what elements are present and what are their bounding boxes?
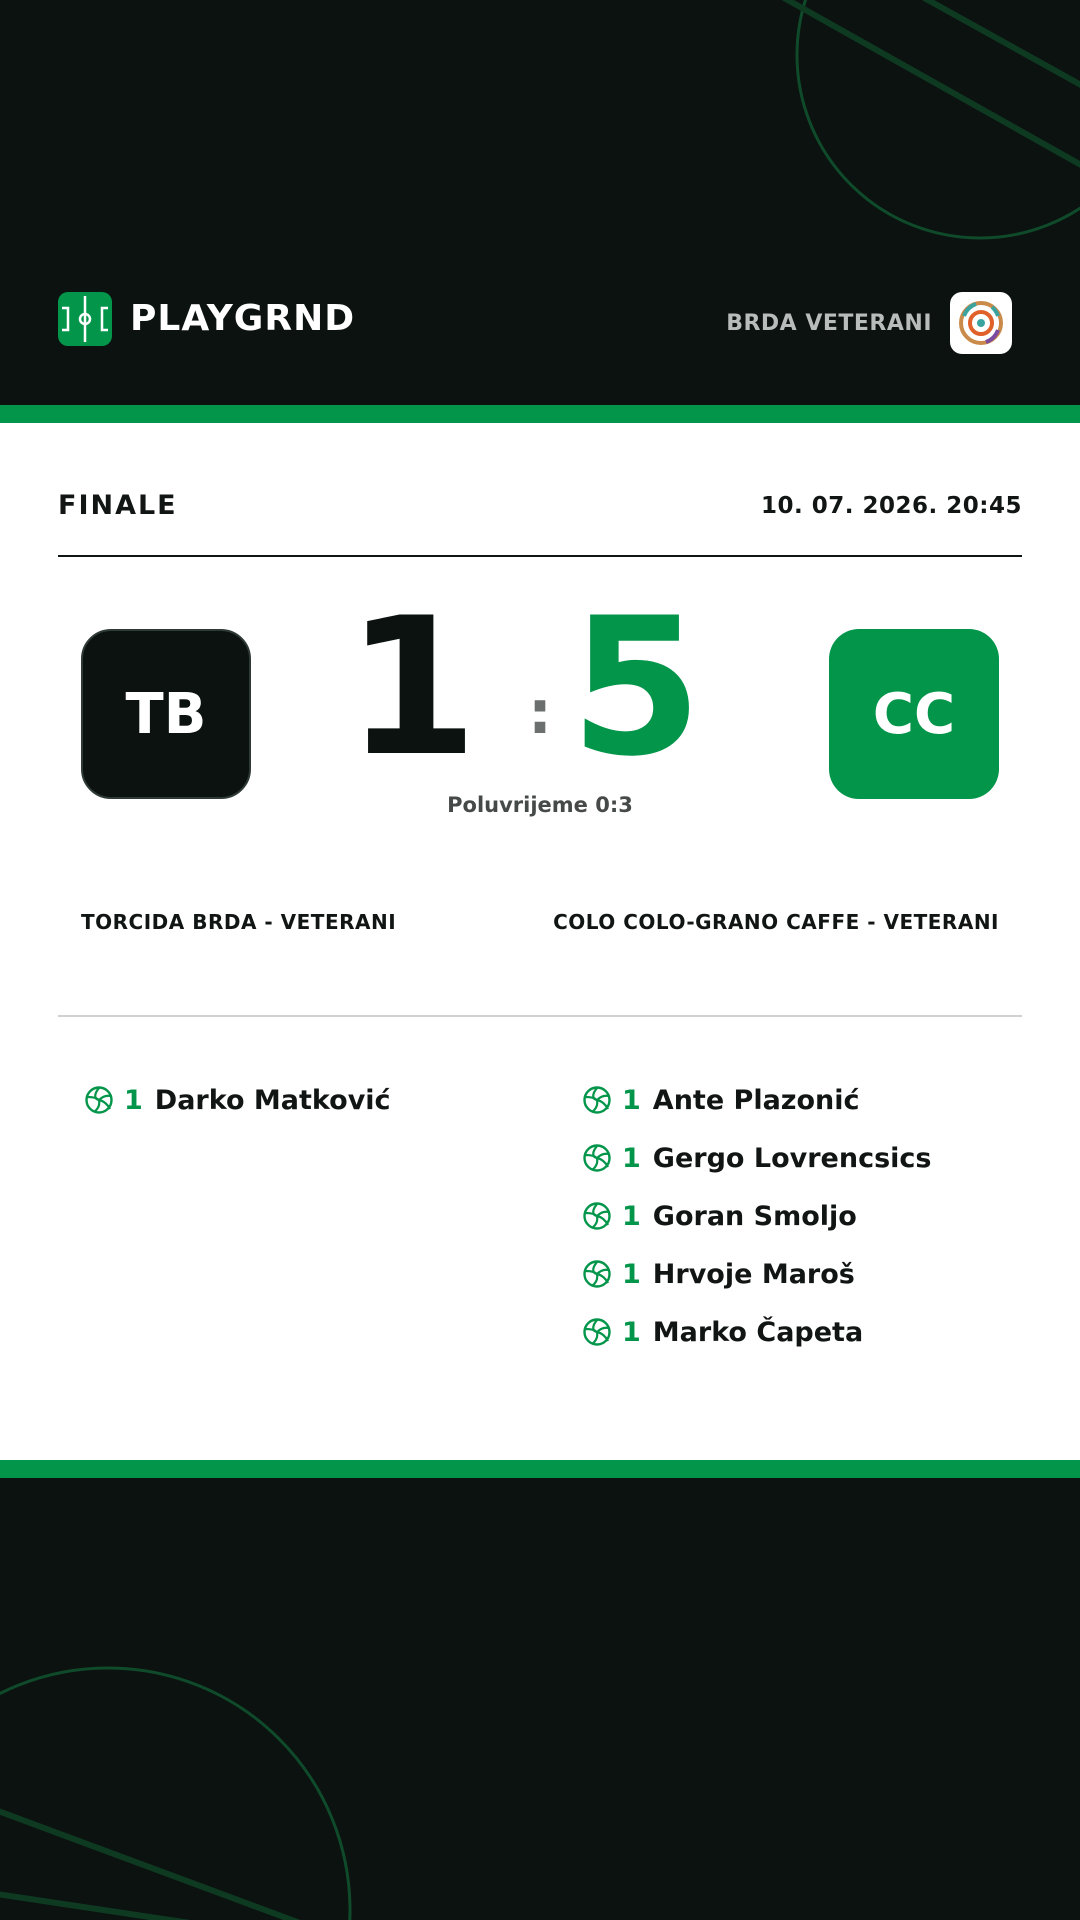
home-team-badge: TB xyxy=(81,629,251,799)
home-scorers-list xyxy=(84,1071,391,1129)
soccer-ball-icon xyxy=(582,1085,612,1115)
scorer-item xyxy=(582,1129,931,1187)
away-score: 5 xyxy=(570,577,703,798)
league xyxy=(726,292,1012,354)
league-name: BRDA VETERANI xyxy=(726,310,932,336)
scorer-item xyxy=(582,1071,931,1129)
brand xyxy=(58,291,355,346)
match-datetime: 10. 07. 2026. 20:45 xyxy=(761,493,1022,519)
accent-stripe-bottom xyxy=(0,1460,1080,1478)
away-scorers-list xyxy=(582,1071,931,1361)
goal-count: 1 xyxy=(622,1142,641,1174)
scorer-name: Marko Čapeta xyxy=(652,1316,864,1348)
header-band xyxy=(0,0,1080,405)
divider xyxy=(58,1015,1022,1017)
scorer-item xyxy=(582,1187,931,1245)
soccer-ball-icon xyxy=(582,1201,612,1231)
away-team-badge: CC xyxy=(829,629,999,799)
scorer-name: Hrvoje Maroš xyxy=(652,1258,855,1290)
pitch-icon xyxy=(58,292,112,346)
footer-band xyxy=(0,1478,1080,1920)
home-team-name: TORCIDA BRDA - VETERANI xyxy=(81,910,397,934)
soccer-ball-icon xyxy=(582,1259,612,1289)
scorer-name: Goran Smoljo xyxy=(652,1200,857,1232)
goal-count: 1 xyxy=(622,1258,641,1290)
scorer-item xyxy=(84,1071,391,1129)
goal-count: 1 xyxy=(622,1084,641,1116)
scorer-item xyxy=(582,1245,931,1303)
match-stage: FINALE xyxy=(58,490,178,521)
away-team-name: COLO COLO-GRANO CAFFE - VETERANI xyxy=(553,910,999,934)
soccer-ball-icon xyxy=(582,1317,612,1347)
brand-name: PLAYGRND xyxy=(130,298,356,339)
score-separator: : xyxy=(528,678,552,748)
halftime-score: Poluvrijeme 0:3 xyxy=(447,793,633,817)
home-score: 1 xyxy=(345,577,478,798)
accent-stripe-top xyxy=(0,405,1080,423)
goal-count: 1 xyxy=(622,1316,641,1348)
scorer-name: Darko Matković xyxy=(154,1084,391,1116)
soccer-ball-icon xyxy=(582,1143,612,1173)
result-card xyxy=(0,423,1080,1460)
divider xyxy=(58,555,1022,557)
goal-count: 1 xyxy=(124,1084,143,1116)
scorer-name: Ante Plazonić xyxy=(652,1084,860,1116)
pitch-lines-decoration xyxy=(0,1478,1080,1920)
goal-count: 1 xyxy=(622,1200,641,1232)
scorer-item xyxy=(582,1303,931,1361)
scoreboard xyxy=(340,577,740,798)
soccer-ball-icon xyxy=(84,1085,114,1115)
league-crest-icon xyxy=(950,292,1012,354)
scorer-name: Gergo Lovrencsics xyxy=(652,1142,932,1174)
